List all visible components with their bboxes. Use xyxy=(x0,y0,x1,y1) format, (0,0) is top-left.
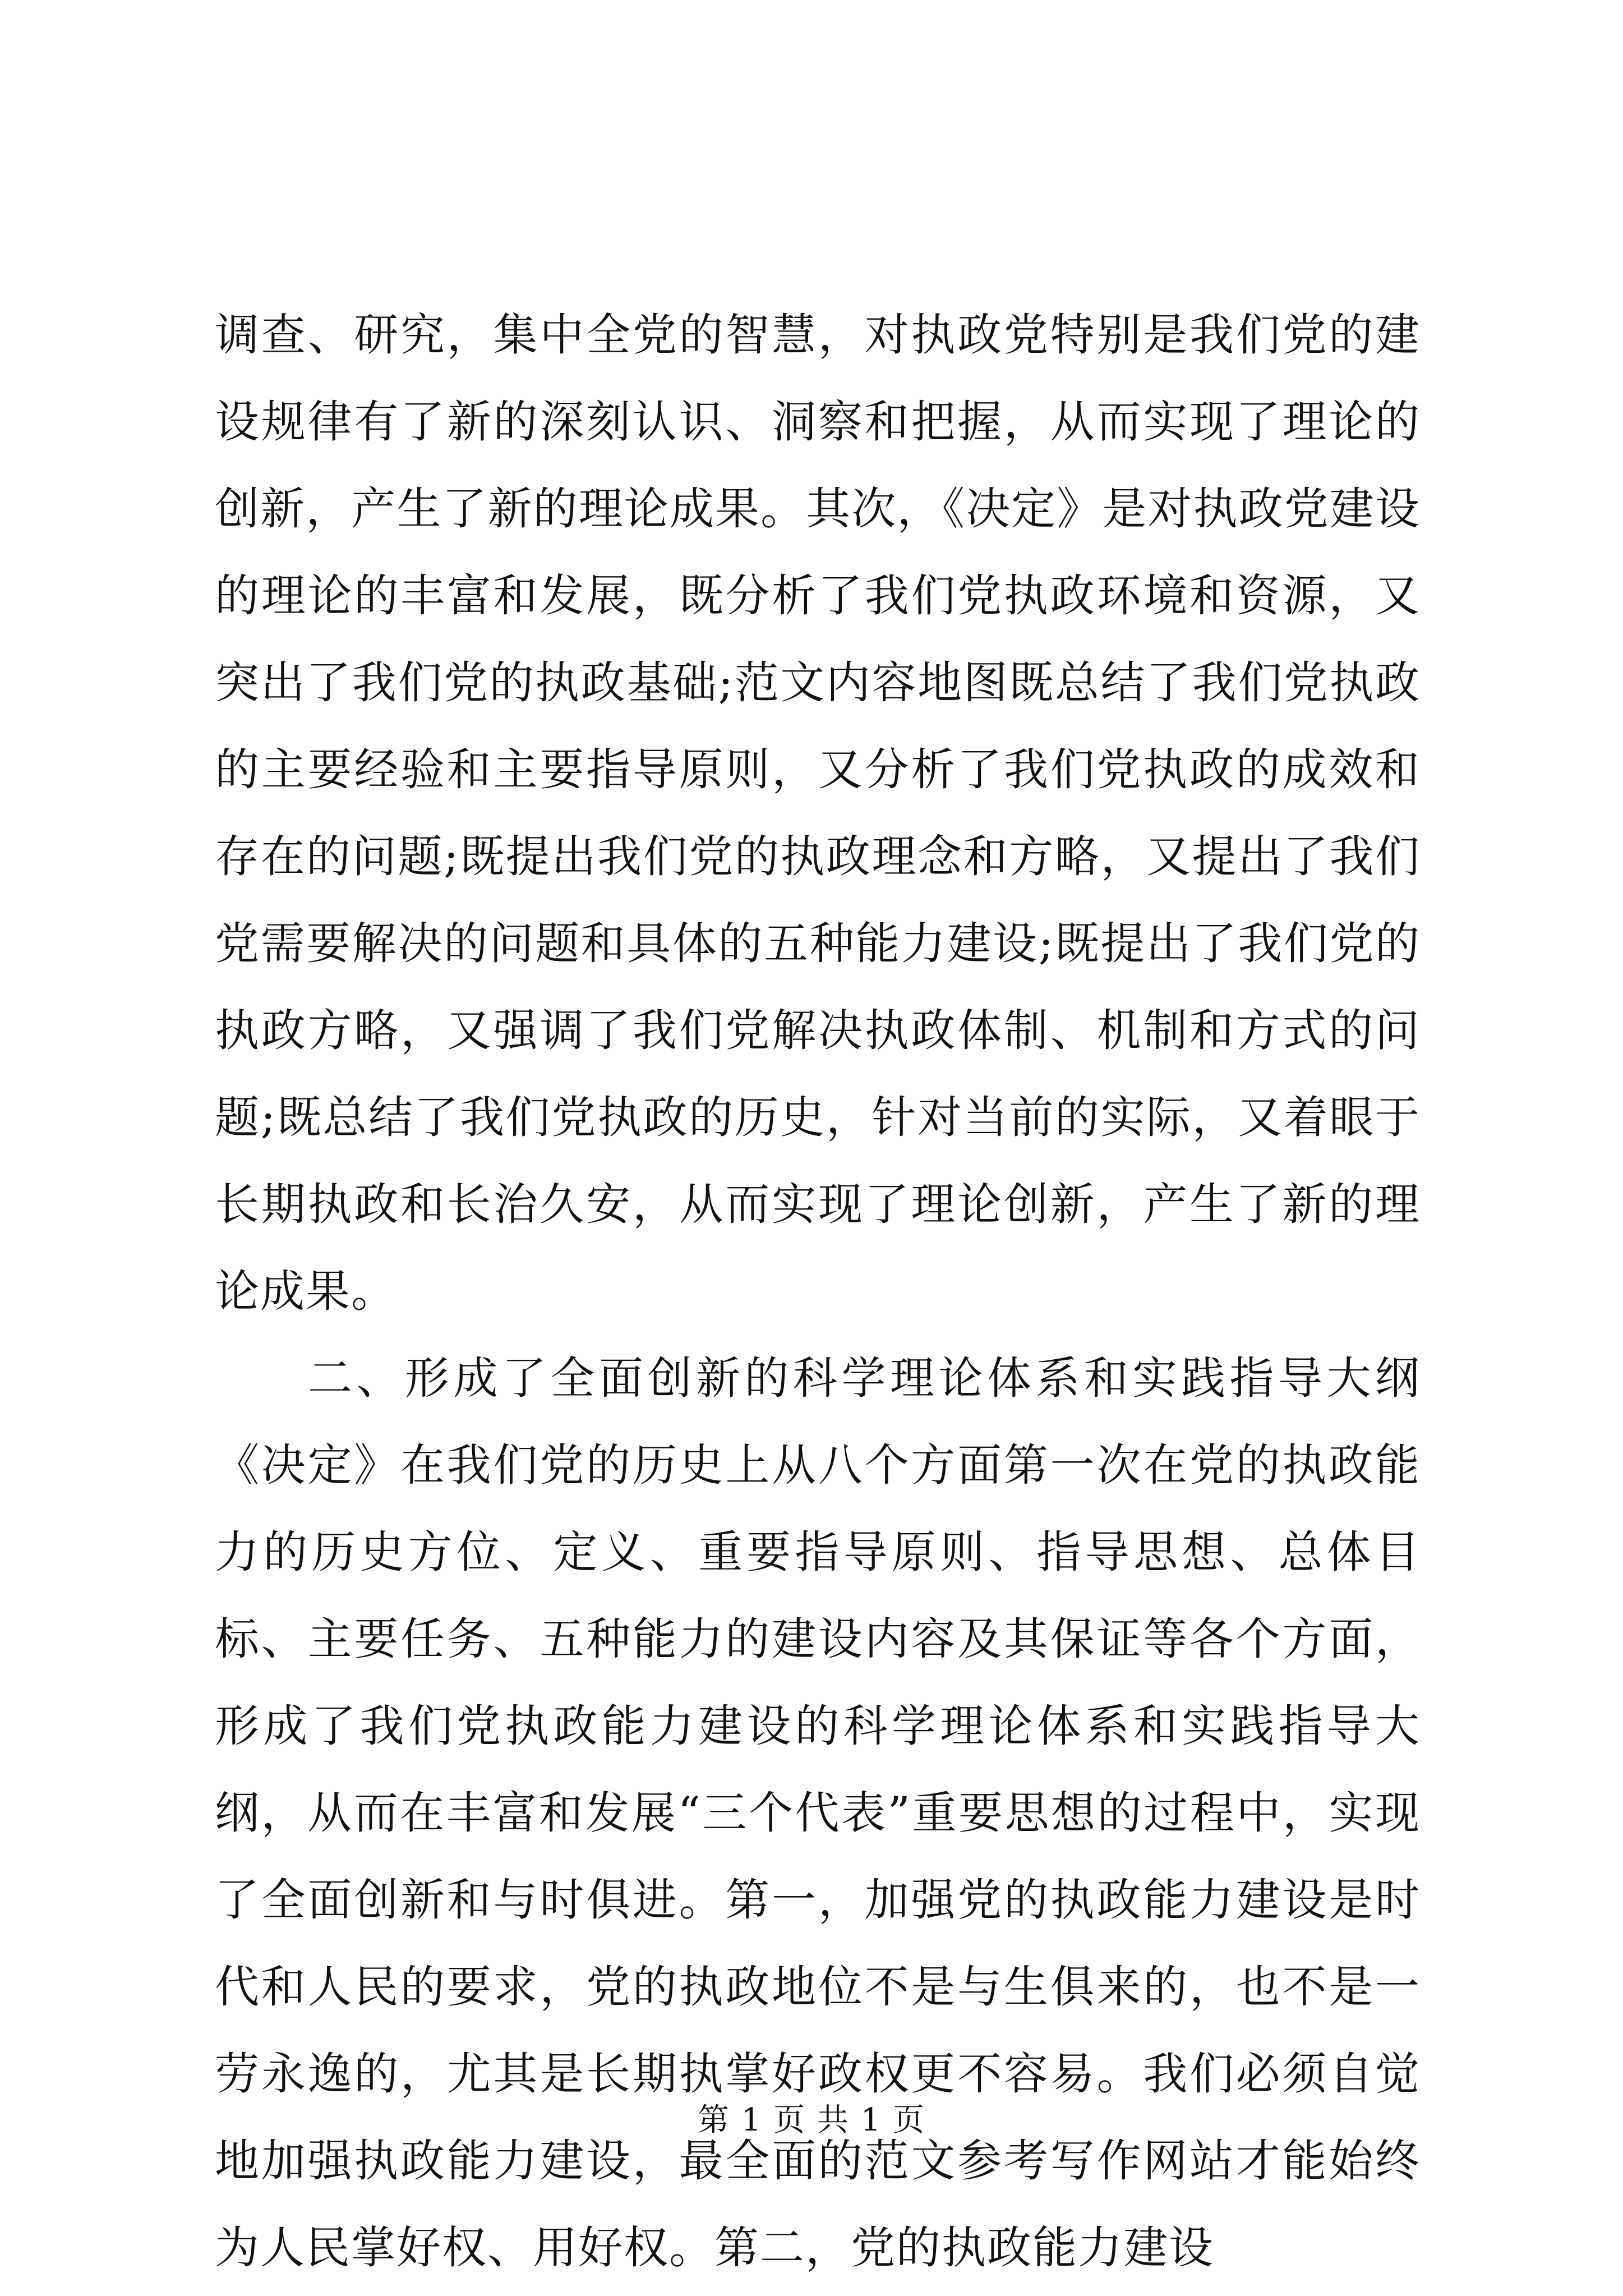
paragraph-2: 二、形成了全面创新的科学理论体系和实践指导大纲《决定》在我们党的历史上从八个方面第一次在党的执政能力的历史方位、定义、重要指导原则、指导思想、总体目标、主要任务、五种能力的建设内容及其保证等各个方面，形成了我们党执政能力建设的科学理论体系和实践指导大纲，从而在丰富和发展“三个代表”重要思想的过程中，实现了全面创新和与时俱进。第一，加强党的执政能力建设是时代和人民的要求，党的执政地位不是与生俱来的，也不是一劳永逸的，尤其是长期执掌好政权更不容易。我们必须自觉地加强执政能力建设，最全面的范文参考写作网站才能始终为人民掌好权、用好权。第二，党的执政能力建设 xyxy=(215,1352,1421,2274)
paragraph-1: 调查、研究，集中全党的智慧，对执政党特别是我们党的建设规律有了新的深刻认识、洞察和把握，从而实现了理论的创新，产生了新的理论成果。其次，《决定》是对执政党建设的理论的丰富和发展，既分析了我们党执政环境和资源，又突出了我们党的执政基础;范文内容地图既总结了我们党执政的主要经验和主要指导原则，又分析了我们党执政的成效和存在的问题;既提出我们党的执政理念和方略，又提出了我们党需要解决的问题和具体的五种能力建设;既提出了我们党的执政方略，又强调了我们党解决执政体制、机制和方式的问题;既总结了我们党执政的历史，针对当前的实际，又着眼于长期执政和长治久安，从而实现了理论创新，产生了新的理论成果。 xyxy=(215,309,1421,1317)
page-footer: 第 1 页 共 1 页 xyxy=(697,2102,926,2138)
document-body xyxy=(215,292,1421,2292)
